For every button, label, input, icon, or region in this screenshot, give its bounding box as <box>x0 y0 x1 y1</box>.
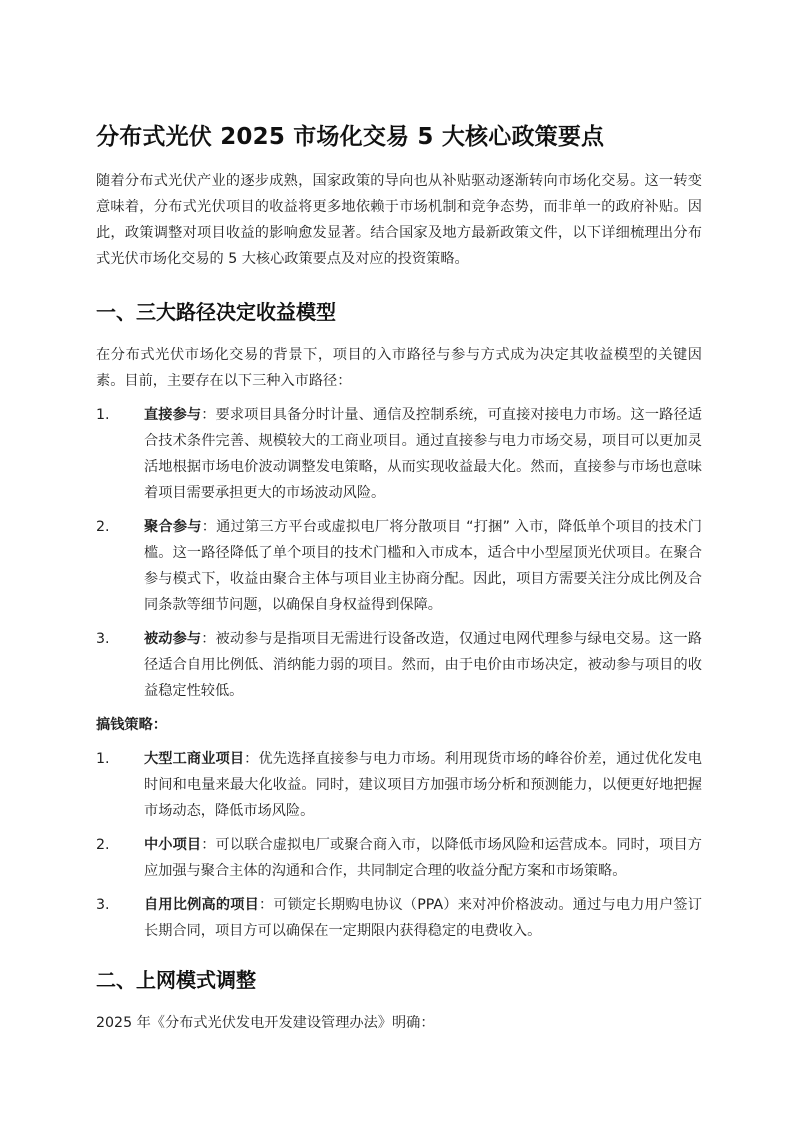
list-term: 中小项目 <box>144 837 202 853</box>
list-text: ：要求项目具备分时计量、通信及控制系统，可直接对接电力市场。这一路径适合技术条件完善、规模较大的工商业项目。通过直接参与电力市场交易，项目可以更加灵活地根据市场电价波动调整发电策略，从而实现收益最大化。然而，直接参与市场也意味着项目需要承担更大的市场波动风险。 <box>144 407 702 501</box>
list-term: 大型工商业项目 <box>144 751 245 767</box>
list-number: 1. <box>96 751 110 767</box>
document-title: 分布式光伏 2025 市场化交易 5 大核心政策要点 <box>96 124 605 150</box>
section1-heading: 一、三大路径决定收益模型 <box>96 300 336 324</box>
list-number: 2. <box>96 519 110 535</box>
list-text: ：优先选择直接参与电力市场。利用现货市场的峰谷价差，通过优化发电时间和电量来最大化收益。同时，建议项目方加强市场分析和预测能力，以便更好地把握市场动态，降低市场风险。 <box>144 751 702 819</box>
section2-lead: 2025 年《分布式光伏发电开发建设管理办法》明确： <box>96 1015 435 1031</box>
list-text: ：可锁定长期购电协议（PPA）来对冲价格波动。通过与电力用户签订长期合同，项目方可以确保在一定期限内获得稳定的电费收入。 <box>144 897 702 939</box>
list-term: 聚合参与 <box>144 519 202 535</box>
list-number: 2. <box>96 837 110 853</box>
list-number: 1. <box>96 407 110 423</box>
section2-heading: 二、上网模式调整 <box>96 968 256 992</box>
list-item <box>96 892 702 944</box>
document-page <box>96 118 702 1036</box>
list-number: 3. <box>96 631 110 647</box>
intro-paragraph: 随着分布式光伏产业的逐步成熟，国家政策的导向也从补贴驱动逐渐转向市场化交易。这一转变意味着，分布式光伏项目的收益将更多地依赖于市场机制和竞争态势，而非单一的政府补贴。因此，政策调整对项目收益的影响愈发显著。结合国家及地方最新政策文件，以下详细梳理出分布式光伏市场化交易的 5 大核心政策要点及对应的投资策略。 <box>96 173 702 267</box>
list-item <box>96 514 702 618</box>
list-term: 被动参与 <box>144 631 202 647</box>
strategy-label: 搞钱策略： <box>96 717 167 733</box>
list-term: 自用比例高的项目 <box>144 897 260 913</box>
list-item <box>96 746 702 824</box>
list-text: ：通过第三方平台或虚拟电厂将分散项目 “打捆” 入市，降低单个项目的技术门槛。这一路径降低了单个项目的技术门槛和入市成本，适合中小型屋顶光伏项目。在聚合参与模式下，收益由聚合主体与项目业主协商分配。因此，项目方需要关注分成比例及合同条款等细节问题，以确保自身权益得到保障。 <box>144 519 702 613</box>
list-item <box>96 626 702 704</box>
strategy-list <box>96 746 702 944</box>
entry-paths-list <box>96 402 702 704</box>
list-term: 直接参与 <box>144 407 202 423</box>
list-item <box>96 402 702 506</box>
list-item <box>96 832 702 884</box>
list-text: ：可以联合虚拟电厂或聚合商入市，以降低市场风险和运营成本。同时，项目方应加强与聚合主体的沟通和合作，共同制定合理的收益分配方案和市场策略。 <box>144 837 702 879</box>
list-text: ：被动参与是指项目无需进行设备改造，仅通过电网代理参与绿电交易。这一路径适合自用比例低、消纳能力弱的项目。然而，由于电价由市场决定，被动参与项目的收益稳定性较低。 <box>144 631 702 699</box>
list-number: 3. <box>96 897 110 913</box>
section1-lead: 在分布式光伏市场化交易的背景下，项目的入市路径与参与方式成为决定其收益模型的关键因素。目前，主要存在以下三种入市路径： <box>96 347 702 389</box>
